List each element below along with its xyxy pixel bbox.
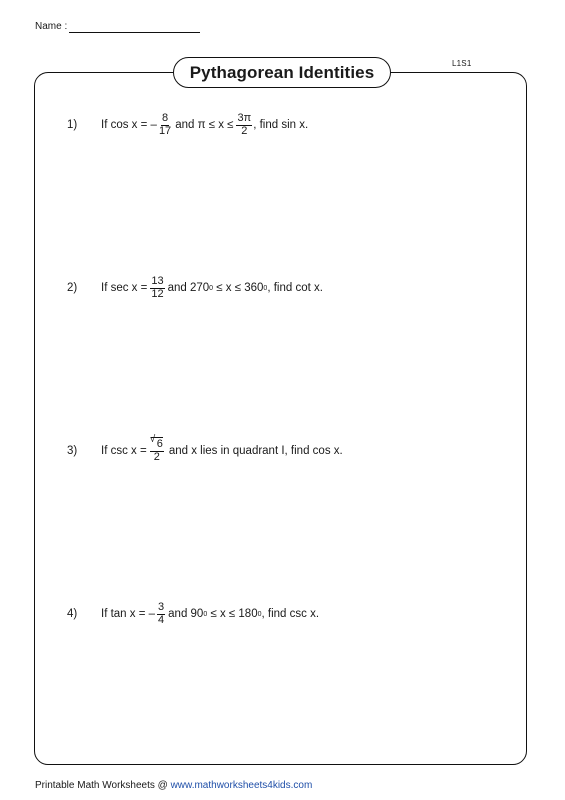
fraction — [150, 439, 164, 463]
fraction — [158, 113, 172, 137]
problem-3 — [67, 439, 343, 463]
problem-number: 1) — [67, 119, 78, 132]
problem-prefix: If sec x = — [101, 282, 148, 295]
problem-number: 4) — [67, 608, 78, 621]
numerator — [150, 439, 164, 452]
problem-number: 3) — [67, 445, 78, 458]
problem-middle: and π ≤ x ≤ — [175, 119, 234, 132]
denominator: 12 — [151, 287, 164, 300]
problem-middle-2: ≤ x ≤ 360 — [213, 282, 264, 295]
denominator: 17 — [158, 124, 172, 137]
problem-prefix: If cos x = – — [101, 119, 157, 132]
problem-1 — [67, 113, 308, 137]
square-root: √ 6 — [151, 437, 163, 450]
fraction — [236, 113, 252, 137]
fraction — [150, 276, 164, 300]
denominator: 2 — [241, 124, 248, 137]
problem-middle-2: ≤ x ≤ 180 — [207, 608, 258, 621]
worksheet-title: Pythagorean Identities — [173, 57, 391, 88]
denominator: 2 — [153, 450, 160, 463]
footer — [35, 780, 312, 791]
problem-suffix: , find csc x. — [261, 608, 320, 621]
footer-link[interactable]: www.mathworksheets4kids.com — [170, 780, 313, 791]
sheet-code: L1S1 — [452, 59, 472, 68]
numerator: 8 — [162, 112, 169, 124]
problem-prefix: If tan x = – — [101, 608, 156, 621]
degree-superscript: 0 — [203, 610, 208, 618]
problem-middle: and 270 — [167, 282, 210, 295]
degree-superscript: 0 — [257, 610, 262, 618]
problem-number: 2) — [67, 282, 78, 295]
numerator: 3π — [237, 112, 252, 124]
problem-middle: and 90 — [168, 608, 204, 621]
name-blank-line[interactable] — [69, 32, 200, 33]
problem-prefix: If csc x = — [101, 445, 147, 458]
denominator: 4 — [158, 613, 165, 626]
degree-superscript: 0 — [263, 284, 268, 292]
problem-4 — [67, 602, 319, 626]
problem-2 — [67, 276, 323, 300]
degree-superscript: 0 — [209, 284, 214, 292]
problem-suffix: and x lies in quadrant I, find cos x. — [168, 445, 343, 458]
numerator: 3 — [158, 601, 165, 613]
problem-suffix: , find cot x. — [267, 282, 323, 295]
worksheet-frame — [34, 72, 527, 765]
name-label: Name : — [35, 21, 68, 32]
numerator: 13 — [151, 275, 164, 287]
fraction — [157, 602, 165, 626]
footer-text: Printable Math Worksheets @ — [35, 780, 171, 791]
problem-suffix: , find sin x. — [253, 119, 309, 132]
